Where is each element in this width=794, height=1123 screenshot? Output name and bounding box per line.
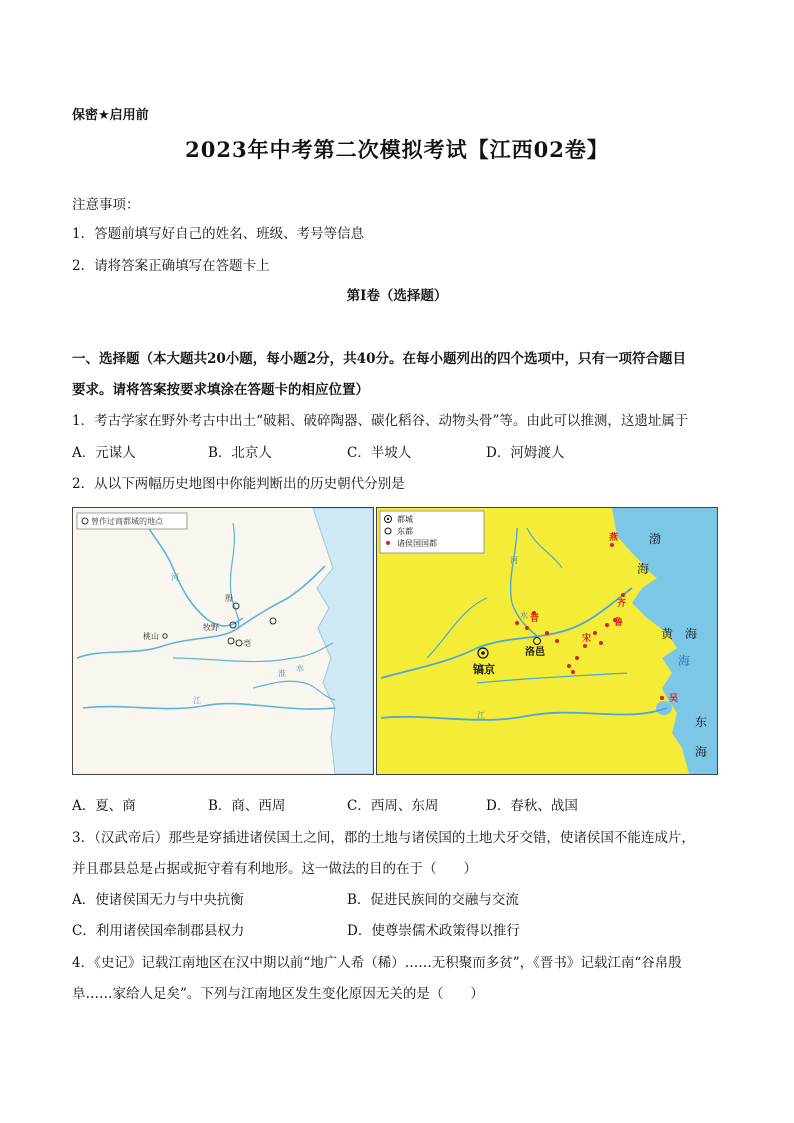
part1-instructions-line1: 一、选择题（本大题共20小题，每小题2分，共40分。在每小题列出的四个选项中，只有一项符合题目 bbox=[72, 351, 686, 367]
svg-text:水: 水 bbox=[296, 664, 304, 673]
state-wu: 吴 bbox=[669, 694, 679, 704]
q4-stem-line1: 4．《史记》记载江南地区在汉中期以前“地广人希（稀）……无积聚而多贫”，《晋书》记载江南“谷帛殷 bbox=[72, 955, 682, 971]
q2-option-d[interactable]: D．春秋、战国 bbox=[486, 798, 578, 814]
map-zhou-legend-state-capital: 诸侯国国都 bbox=[397, 539, 437, 548]
q3-stem-line1: 3．（汉武帝后）那些是穿插进诸侯国土之间，郡的土地与诸侯国的土地犬牙交错，使诸侯国不能连成片， bbox=[72, 830, 695, 846]
svg-text:江: 江 bbox=[477, 711, 485, 720]
svg-text:牧野: 牧野 bbox=[203, 623, 219, 632]
state-jin: 晋 bbox=[530, 614, 540, 624]
map-zhou bbox=[376, 507, 718, 775]
svg-text:河: 河 bbox=[171, 573, 179, 582]
exam-title: 2023年中考第二次模拟考试【江西02卷】 bbox=[185, 137, 609, 162]
q1-option-d[interactable]: D．河姆渡人 bbox=[486, 445, 565, 461]
q3-option-b[interactable]: B．促进民族间的交融与交流 bbox=[347, 892, 519, 908]
confidential-label: 保密★启用前 bbox=[72, 108, 149, 123]
svg-text:水: 水 bbox=[520, 611, 528, 620]
map-shang-graphic bbox=[73, 508, 373, 774]
q1-option-c[interactable]: C．半坡人 bbox=[347, 445, 412, 461]
svg-text:海: 海 bbox=[685, 627, 698, 641]
state-lu: 鲁 bbox=[614, 618, 624, 628]
q3-option-d[interactable]: D．使尊崇儒术政策得以推行 bbox=[347, 923, 520, 939]
q4-stem-line2: 阜……家给人足矣”。下列与江南地区发生变化原因无关的是（ ） bbox=[72, 986, 484, 1002]
q1-option-a[interactable]: A．元谋人 bbox=[72, 445, 136, 461]
notice-item-1: 1．答题前填写好自己的姓名、班级、考号等信息 bbox=[72, 226, 365, 242]
notice-item-2: 2．请将答案正确填写在答题卡上 bbox=[72, 258, 270, 274]
q3-option-c[interactable]: C．利用诸侯国牵制郡县权力 bbox=[72, 923, 245, 939]
state-qi: 齐 bbox=[617, 599, 627, 609]
svg-text:亳: 亳 bbox=[243, 639, 251, 648]
svg-text:海: 海 bbox=[678, 654, 691, 668]
svg-text:淮: 淮 bbox=[278, 669, 286, 678]
svg-text:海: 海 bbox=[695, 745, 708, 759]
svg-text:海: 海 bbox=[637, 562, 650, 576]
city-luoyi: 洛邑 bbox=[525, 647, 545, 658]
svg-text:河: 河 bbox=[510, 556, 518, 565]
state-yan: 燕 bbox=[609, 533, 619, 543]
notice-heading: 注意事项： bbox=[72, 197, 140, 213]
city-haojing: 镐京 bbox=[473, 663, 495, 676]
part1-instructions-line2: 要求。请将答案按要求填涂在答题卡的相应位置） bbox=[72, 382, 369, 398]
q2-option-c[interactable]: C．西周、东周 bbox=[347, 798, 439, 814]
map-zhou-legend-eastern-capital: 东都 bbox=[397, 527, 413, 536]
svg-text:殷: 殷 bbox=[225, 594, 233, 603]
q3-stem-line2: 并且郡县总是占据或扼守着有利地形。这一做法的目的在于（ ） bbox=[72, 861, 477, 877]
map-zhou-legend-capital: 都城 bbox=[397, 515, 413, 524]
map-shang-legend: 曾作过商都城的地点 bbox=[91, 517, 163, 526]
svg-text:黄: 黄 bbox=[661, 627, 674, 641]
q2-stem: 2．从以下两幅历史地图中你能判断出的历史朝代分别是 bbox=[72, 476, 405, 492]
q1-option-b[interactable]: B．北京人 bbox=[208, 445, 272, 461]
svg-text:江: 江 bbox=[193, 696, 201, 705]
section-title: 第I卷（选择题） bbox=[346, 288, 448, 304]
svg-text:渤: 渤 bbox=[649, 532, 662, 546]
q2-option-a[interactable]: A．夏、商 bbox=[72, 798, 136, 814]
q2-option-b[interactable]: B．商、西周 bbox=[208, 798, 286, 814]
svg-text:东: 东 bbox=[695, 715, 708, 729]
q1-stem: 1．考古学家在野外考古中出土“破耜、破碎陶器、碳化稻谷、动物头骨”等。由此可以推测，这遗址属于 bbox=[72, 413, 689, 429]
map-shang bbox=[72, 507, 374, 775]
state-song: 宋 bbox=[582, 634, 592, 644]
q3-option-a[interactable]: A．使诸侯国无力与中央抗衡 bbox=[72, 892, 244, 908]
svg-text:桃山: 桃山 bbox=[143, 632, 159, 641]
map-zhou-graphic bbox=[377, 508, 717, 774]
